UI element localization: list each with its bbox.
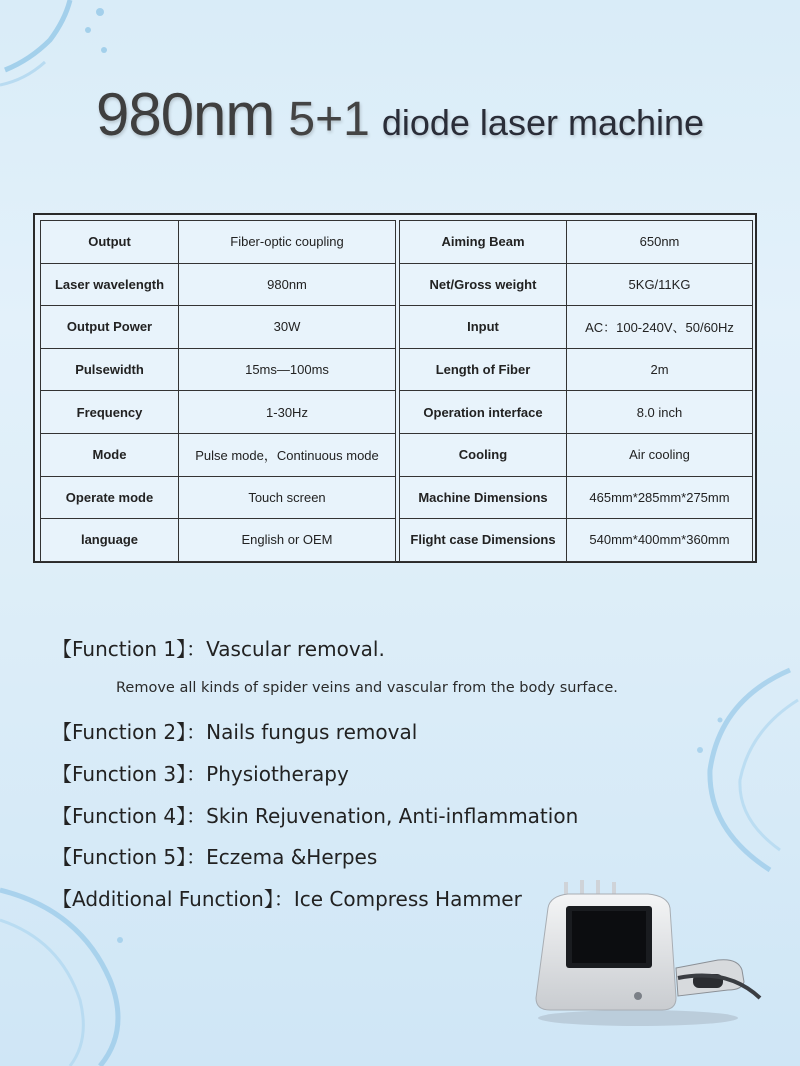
spec-row [41,519,396,562]
title-wavelength: 980nm [95,81,275,148]
function-4 [52,800,578,829]
function-additional [52,883,522,912]
spec-row [400,348,753,391]
spec-label: Input [400,306,567,349]
spec-row [41,433,396,476]
function-text: Skin Rejuvenation, Anti-inflammation [206,804,579,828]
title-product: diode laser machine [381,102,705,143]
spec-row [41,221,396,264]
spec-row [41,263,396,306]
spec-value: Pulse mode，Continuous mode [179,433,396,476]
water-splash-right [680,660,800,890]
function-text: Nails fungus removal [206,720,418,744]
spec-label: Machine Dimensions [400,476,567,519]
spec-value: 540mm*400mm*360mm [567,519,753,562]
function-2 [52,716,417,745]
spec-value: 8.0 inch [567,391,753,434]
spec-value: Fiber-optic coupling [179,221,396,264]
spec-value: 2m [567,348,753,391]
spec-row [41,391,396,434]
spec-value: 30W [179,306,396,349]
function-1-description: Remove all kinds of spider veins and vascular from the body surface. [116,680,618,696]
spec-row [400,433,753,476]
function-text: Ice Compress Hammer [293,887,522,911]
spec-label: language [41,519,179,562]
page-title [0,80,800,149]
spec-value: 15ms—100ms [179,348,396,391]
spec-label: Cooling [400,433,567,476]
spec-row [400,306,753,349]
spec-label: Output Power [41,306,179,349]
spec-value: 980nm [179,263,396,306]
spec-value: Air cooling [567,433,753,476]
spec-row [400,391,753,434]
title-config: 5+1 [288,93,370,146]
function-5 [52,841,377,870]
spec-label: Operation interface [400,391,567,434]
spec-value: 650nm [567,221,753,264]
function-tag: 【Function 3】： [52,762,207,786]
spec-row [41,476,396,519]
spec-value: AC：100-240V、50/60Hz [567,306,753,349]
spec-table-frame [33,213,757,563]
function-3 [52,758,349,787]
function-tag: 【Function 5】： [52,845,207,869]
spec-table-left [40,220,396,562]
spec-row [41,306,396,349]
function-tag: 【Function 1】： [52,637,207,661]
function-text: Vascular removal. [206,637,385,661]
function-tag: 【Function 4】： [52,804,207,828]
spec-label: Pulsewidth [41,348,179,391]
spec-row [400,476,753,519]
spec-label: Operate mode [41,476,179,519]
function-text: Physiotherapy [206,762,349,786]
spec-row [41,348,396,391]
spec-label: Frequency [41,391,179,434]
function-tag: 【Additional Function】： [52,887,294,911]
spec-value: Touch screen [179,476,396,519]
spec-row [400,519,753,562]
spec-label: Length of Fiber [400,348,567,391]
spec-table-right [399,220,753,562]
spec-label: Mode [41,433,179,476]
spec-value: 465mm*285mm*275mm [567,476,753,519]
spec-row [400,221,753,264]
spec-row [400,263,753,306]
spec-label: Output [41,221,179,264]
spec-value: 1-30Hz [179,391,396,434]
spec-label: Flight case Dimensions [400,519,567,562]
spec-label: Laser wavelength [41,263,179,306]
spec-label: Net/Gross weight [400,263,567,306]
function-text: Eczema &Herpes [206,845,378,869]
spec-value: English or OEM [179,519,396,562]
spec-value: 5KG/11KG [567,263,753,306]
product-machine-image [528,878,768,1028]
spec-label: Aiming Beam [400,221,567,264]
function-tag: 【Function 2】： [52,720,207,744]
function-1 [52,633,385,662]
